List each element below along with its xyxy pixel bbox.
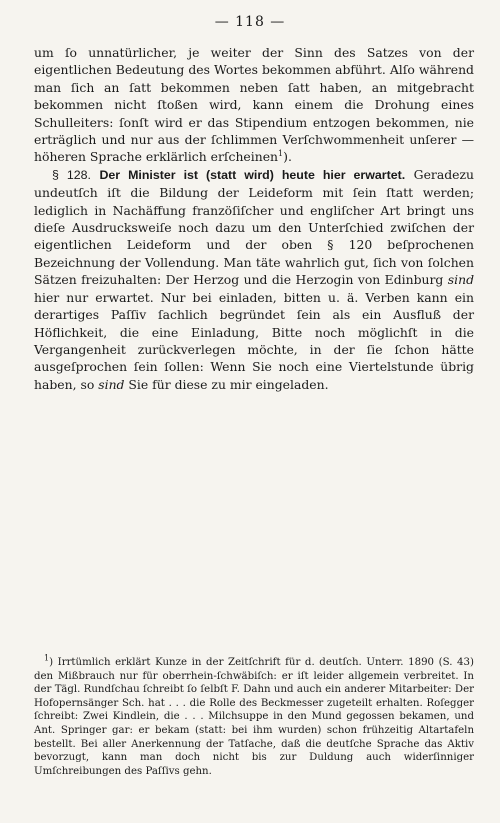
emphasis-sind-2: sind [98, 376, 125, 392]
footnote-1-text: ) Irrtümlich erklärt Kunze in der Zeitſchrift für d. deutſch. Unterr. 1890 (S. 43) den Mißbrauch nur für oberrhein-ſchwäbiſch: er iſt leider allgemein verbreitet. In der Tägl. Rundſchau ſchreibt ſo ſelbſt F. Dahn und auch ein anderer Mitarbeiter: Der Hofopernsänger Sch. hat . . . die Rolle des Beckmesser zugeteilt erhalten. Roſegger ſchreibt: Zwei Kindlein, die . . . Milchsuppe in den Mund gegossen bekamen, und Ant. Springer gar: er bekam (statt: bei ihm wurden) schon frühzeitig Altartafeln bestellt. Bei aller Anerkennung der Tatſache, daß die deutſche Sprache das Aktiv bevorzugt, kann man doch nicht bis zur Duldung auch widerſinniger Umſchreibungen des Paſſivs gehn. [34, 657, 474, 777]
paragraph-2-text-c: Sie für diese zu mir eingeladen. [124, 376, 329, 392]
footnote-mark: 1 [44, 653, 50, 663]
footnotes [34, 653, 474, 778]
footnote-reference: 1 [278, 149, 284, 159]
emphasis-sind-1: sind [447, 272, 474, 288]
paragraph-1-text: um ſo unnatürlicher, je weiter der Sinn des Satzes von der eigentlichen Bedeutung des Wortes bekommen abführt. Alſo während man ſich an ſatt bekommen neben ſatt haben, an mitgebracht bekommen nicht ſtoßen wird, kann einem die Drohung eines Schulleiters: ſonſt wird er das Stipendium entzogen bekommen, nie erträglich und nur aus der ſchlimmen Verſchwommenheit unſerer — höheren Sprache erklärlich erſcheinen [34, 45, 474, 165]
paragraph-1 [34, 44, 474, 166]
paragraph-2-text-a: Geradezu undeutſch iſt die Bildung der Leideform mit ſein ſtatt werden; lediglich in Nachäffung franzöſiſcher und engliſcher Art bringt uns dieſe Ausdrucksweiſe noch dazu um den Unterſchied zwiſchen der eigentlichen Leideform und der oben § 120 beſprochenen Bezeichnung der Vollendung. Man täte wahrlich gut, ſich von ſolchen Sätzen freizuhalten: Der Herzog und die Herzogin von Edinburg [34, 166, 474, 288]
section-number: § 128. [52, 167, 91, 182]
paragraph-1-end: ). [283, 149, 292, 165]
page-number: — 118 — [214, 14, 286, 30]
section-heading: Der Minister ist (statt wird) heute hier erwartet. [99, 167, 406, 182]
paragraph-2 [34, 166, 474, 393]
footnote-1 [34, 653, 474, 778]
paragraph-2-text-b: hier nur erwartet. Nur bei einladen, bitten u. ä. Verben kann ein derartiges Paſſiv ſachlich begründet ſein als ein Ausfluß der Höflichkeit, die eine Einladung, Bitte noch möglichſt in die Vergangenheit zurückverlegen möchte, in der ſie ſchon hätte ausgeſprochen ſein ſollen: Wenn Sie noch eine Viertelstunde übrig haben, so [34, 289, 474, 392]
main-text [34, 44, 474, 393]
